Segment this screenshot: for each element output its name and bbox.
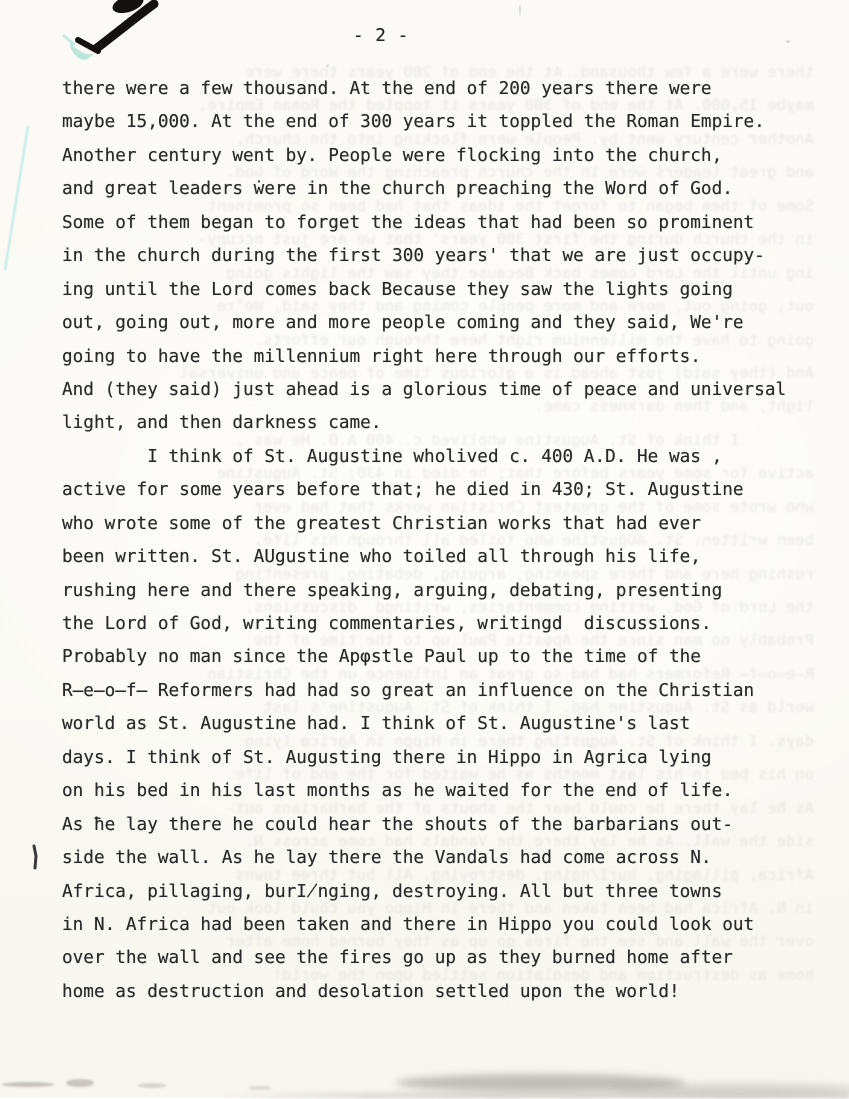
text-line: side the wall. As he lay there the Vandals had come across N.: [62, 848, 712, 869]
ghost-text-line: Some of them began to forget the ideas that had been so prominent: [207, 196, 814, 215]
text-line: light, and then darkness came.: [62, 413, 382, 434]
ghost-text-line: who wrote some of the greatest Christian works that had ever: [254, 497, 814, 516]
text-line: in the church during the first 300 years' that we are just occupy-: [62, 246, 765, 267]
scan-smudge: [138, 1083, 166, 1088]
text-line: the Lord of God, writing commentaries, writingd discussions.: [62, 614, 712, 634]
text-line: Probably no man since the Apφstle Paul up to the time of the: [62, 647, 701, 668]
typewritten-body: [62, 73, 822, 1009]
ghost-text-line: light, and then darkness came.: [534, 397, 814, 416]
text-line: going to have the millennium right here through our efforts.: [62, 346, 701, 367]
ghost-text-line: and great leaders ẇere in the church preaching the Word of God.: [226, 163, 814, 182]
text-line: out, going out, more and more people coming and they said, We're: [62, 313, 744, 334]
ghost-text-line: over the wall and see the fires go up as they burned home after: [226, 932, 814, 951]
ghost-text-line: days. I think of St. Augusting there in Hippo in Agrica lying: [244, 731, 814, 750]
ghost-text-line: going to have the millennium right here through our efforts.: [254, 330, 814, 349]
scanner-streak-icon: [0, 120, 40, 280]
text-line: home as destruction and desolation settled upon the world!: [62, 981, 680, 1002]
scan-speck: [326, 64, 329, 67]
ghost-text-line: active for some years before that; he died in 430; St. Augustine: [216, 464, 814, 483]
ghost-text-line: ing until the Lord comes back Because they saw the lights going: [226, 263, 814, 282]
ghost-text-line: And (they said) just ahead is a glorious time of peace and universal: [179, 363, 814, 382]
text-line: days. I think of St. Augusting there in Hippo in Agrica lying: [62, 747, 712, 768]
text-line: been written. St. AUgustine who toiled all through his life,: [62, 547, 701, 568]
stray-pen-tick-icon: [26, 842, 46, 874]
ghost-text-line: there were a few thousand. At the end of 200 years there were: [244, 63, 814, 81]
ghost-text-line: Probably no man since the Apφstle Paul up to the time of the: [254, 631, 814, 650]
ghost-text-line: on his bed in his last months as he waited for the end of life.: [226, 765, 814, 784]
text-line: and great leaders ẇere in the church preaching the Word of God.: [62, 179, 733, 200]
text-line: active for some years before that; he died in 430; St. Augustine: [62, 480, 744, 501]
ghost-text-line: world as St. Augustine had. I think of St. Augustine's last: [263, 698, 814, 717]
scan-speck: [519, 4, 521, 16]
ghost-text-line: maybe 15,000. At the end of 300 years it toppled the Roman Empire.: [198, 96, 814, 115]
ghost-text-line: R̶e̶o̶f̶ Reformers had had so great an influence on the Christian: [207, 664, 814, 683]
scan-smudge: [66, 1079, 94, 1087]
text-line: on his bed in his last months as he waited for the end of life.: [62, 781, 733, 802]
ghost-text-line: I think of St. Augustine wholived c. 400 A.D. He was ,: [235, 430, 814, 449]
text-line: world as St. Augustine had. I think of St. Augustine's last: [62, 714, 691, 735]
ghost-text-line: been written. St. AUgustine who toiled all through his life,: [254, 531, 814, 550]
text-line: maybe 15,000. At the end of 300 years it toppled the Roman Empire.: [62, 112, 765, 133]
page-number: - 2 -: [353, 26, 409, 46]
ghost-text-line: rushing here and there speaking, arguing, debating, presenting: [235, 564, 814, 583]
scan-smudge: [248, 1086, 272, 1090]
text-line: over the wall and see the fires go up as they burned home after: [62, 948, 733, 969]
ghost-text-line: home as destruction and desolation settled upon the world!: [272, 965, 814, 984]
ghost-text-line: in N. Africa had been taken and there in Hippo you could look out: [207, 898, 814, 917]
pen-checkmark-icon: [40, 0, 190, 74]
text-line: there were a few thousand. At the end of 200 years there were: [62, 79, 712, 99]
text-line: who wrote some of the greatest Christian works that had ever: [62, 513, 701, 534]
scan-speck: [786, 40, 790, 43]
text-line: rushing here and there speaking, arguing, debating, presenting: [62, 580, 723, 601]
text-line: And (they said) just ahead is a glorious time of peace and universal: [62, 379, 787, 400]
text-line: Africa, pillaging, burI̸nging, destroying. All but three towns: [62, 881, 723, 902]
ghost-text-line: Africa, pillaging, burI̸nging, destroying. All but three towns: [235, 865, 814, 884]
scan-smudge: [2, 1082, 54, 1087]
text-line: Another century went by. People were flocking into the church,: [62, 145, 723, 166]
ghost-text-line: As ħe lay there he could hear the shouts of the barbarians out-: [226, 798, 814, 817]
text-line: in N. Africa had been taken and there in Hippo you could look out: [62, 914, 755, 935]
ghost-text-line: Another century went by. People were flocking into the church,: [235, 129, 814, 148]
text-line: I think of St. Augustine wholived c. 400 A.D. He was ,: [62, 446, 723, 467]
ghost-text-line: in the church during the first 300 years' that we are just occupy-: [198, 230, 814, 249]
text-line: Some of them began to forget the ideas that had been so prominent: [62, 212, 755, 233]
text-line: R̶e̶o̶f̶ Reformers had had so great an influence on the Christian: [62, 680, 755, 701]
ghost-text-line: side the wall. As he lay there the Vandals had come across N.: [244, 832, 814, 851]
ghost-text-line: out, going out, more and more people coming and they said, We're: [216, 297, 814, 316]
text-line: ing until the Lord comes back Because they saw the lights going: [62, 279, 733, 300]
text-line: As ħe lay there he could hear the shouts of the barbarians out-: [62, 814, 733, 835]
ghost-text-line: the Lord of God, writing commentaries, writingd discussions.: [244, 598, 814, 616]
